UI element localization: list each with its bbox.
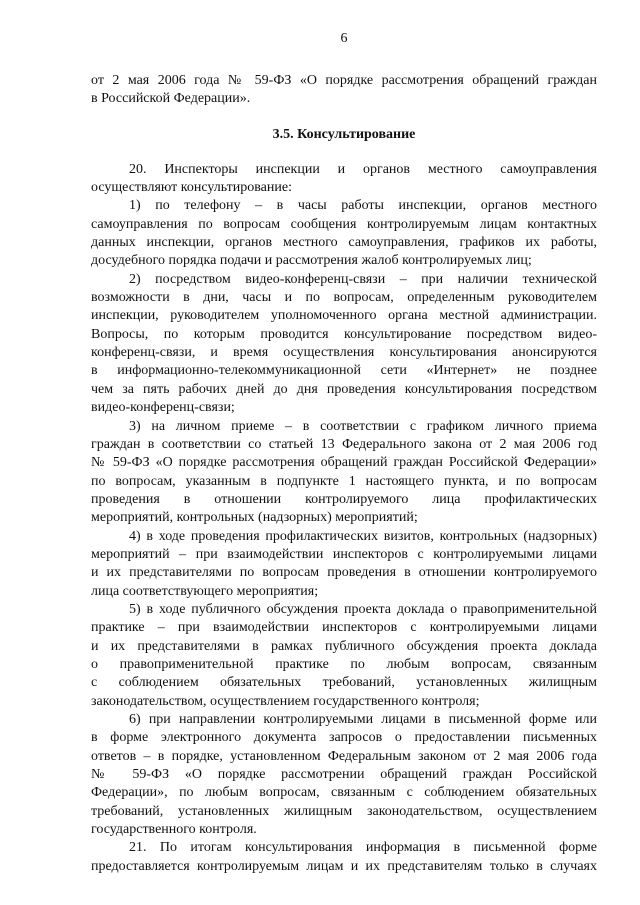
- paragraph-line: законодательством, осуществлением государственного контроля;: [91, 693, 480, 709]
- paragraph-line: самоуправления по вопросам сообщения контролируемым лицам контактных: [91, 216, 597, 232]
- paragraph-line: ответов – в порядке, установленном Федеральным законом от 2 мая 2006 года: [91, 748, 597, 764]
- paragraph-line: о правоприменительной практике по любым вопросам, связанным: [91, 656, 597, 672]
- paragraph-line: видео-конференц-связи;: [91, 400, 235, 416]
- paragraph-line: конференц-связи, и время осуществления консультирования анонсируются: [91, 345, 597, 361]
- paragraph-line: досудебного порядка подачи и рассмотрения жалоб контролируемых лиц;: [91, 253, 532, 269]
- section-heading: 3.5. Консультирование: [272, 126, 416, 142]
- paragraph-line: 6) при направлении контролируемыми лицами в письменной форме или: [129, 712, 597, 727]
- paragraph-line: и их представителями по вопросам проведения в отношении контролируемого: [91, 565, 597, 581]
- intro-line: в Российской Федерации».: [91, 91, 251, 107]
- paragraph-line: практике – при взаимодействии инспекторов с контролируемыми лицами: [91, 620, 597, 636]
- paragraph-line: инспекции, руководителем уполномоченного органа местной администрации.: [91, 308, 597, 324]
- paragraph-line: 3) на личном приеме – в соответствии с графиком личного приема: [129, 418, 597, 434]
- paragraph-line: предоставляется контролируемым лицам и их представителям только в случаях: [91, 858, 597, 874]
- paragraph-line: осуществляют консультирование:: [91, 180, 292, 196]
- paragraph-line: 5) в ходе публичного обсуждения проекта доклада о правоприменительной: [129, 601, 597, 617]
- paragraph-line: проведения в отношении контролируемого лица профилактических: [91, 491, 597, 507]
- document-page: [91, 30, 597, 876]
- paragraph-line: граждан в соответствии со статьей 13 Федерального закона от 2 мая 2006 год: [91, 436, 597, 452]
- paragraph-line: Федерации», по любым вопросам, связанным с соблюдением обязательных: [91, 785, 597, 801]
- paragraph-line: в информационно-телекоммуникационной сети «Интернет» не позднее: [91, 363, 597, 379]
- paragraph-line: по вопросам, указанным в подпункте 1 настоящего пункта, и по вопросам: [91, 473, 597, 489]
- paragraph-line: Вопросы, по которым проводится консультирование посредством видео-: [91, 326, 597, 342]
- paragraph-line: 21. По итогам консультирования информация в письменной форме: [129, 840, 597, 856]
- paragraph-line: в форме электронного документа запросов о предоставлении письменных: [91, 730, 597, 746]
- paragraph-line: с соблюдением обязательных требований, установленных жилищным: [91, 675, 597, 691]
- paragraph-line: возможности в дни, часы и по вопросам, определенным руководителем: [91, 290, 597, 306]
- paragraph-line: чем за пять рабочих дней до дня проведения консультирования посредством: [91, 381, 597, 397]
- paragraph-line: государственного контроля.: [91, 822, 257, 838]
- paragraph-line: и их представителями в рамках публичного обсуждения проекта доклада: [91, 638, 597, 654]
- paragraph-line: мероприятий – при взаимодействии инспекторов с контролируемыми лицами: [91, 546, 597, 562]
- intro-line: от 2 мая 2006 года № 59-ФЗ «О порядке рассмотрения обращений граждан: [91, 73, 597, 88]
- paragraph-line: мероприятий, контрольных (надзорных) мероприятий;: [91, 510, 418, 526]
- paragraph-line: 2) посредством видео-конференц-связи – при наличии технической: [129, 271, 597, 287]
- paragraph-line: № 59-ФЗ «О порядке рассмотрения обращений граждан Российской Федерации»: [91, 455, 597, 471]
- paragraph-line: 20. Инспекторы инспекции и органов местного самоуправления: [129, 161, 597, 177]
- paragraph-line: 4) в ходе проведения профилактических визитов, контрольных (надзорных): [129, 528, 597, 544]
- paragraph-line: требований, установленных жилищным законодательством, осуществлением: [91, 803, 597, 819]
- paragraph-line: № 59-ФЗ «О порядке рассмотрении обращений граждан Российской: [91, 767, 597, 783]
- paragraph-line: лица соответствующего мероприятия;: [91, 583, 319, 599]
- paragraph-line: 1) по телефону – в часы работы инспекции, органов местного: [129, 198, 597, 214]
- page-number: 6: [340, 31, 348, 46]
- paragraph-line: данных инспекции, органов местного самоуправления, графиков их работы,: [91, 235, 597, 251]
